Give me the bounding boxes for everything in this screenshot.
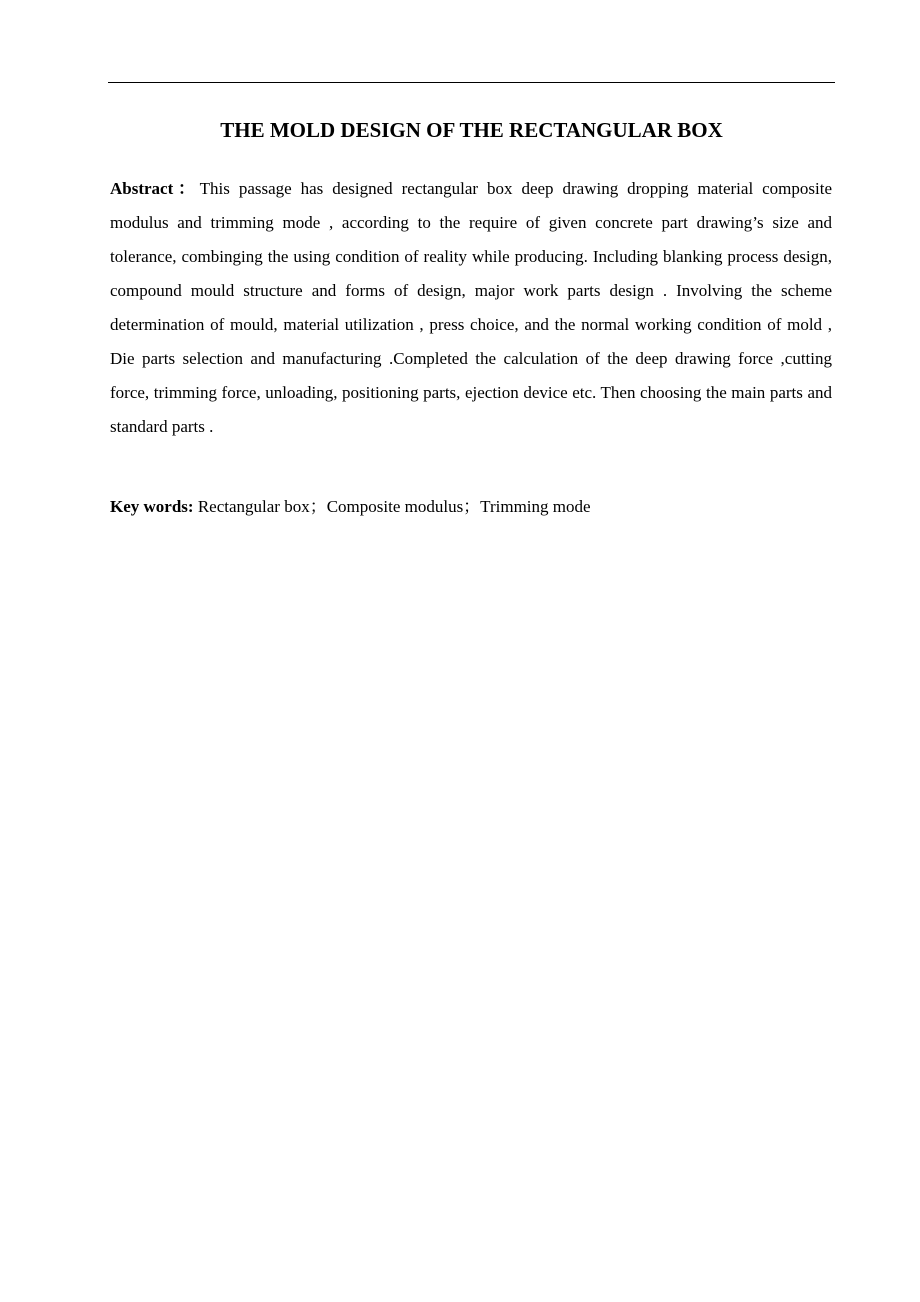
keywords-text: Rectangular box；Composite modulus；Trimming mode [193, 497, 591, 516]
keywords-label: Key words: [110, 497, 194, 516]
document-title: THE MOLD DESIGN OF THE RECTANGULAR BOX [220, 118, 723, 142]
abstract-label: Abstract： [110, 179, 200, 198]
abstract-paragraph [110, 172, 832, 444]
header-rule [108, 82, 835, 83]
abstract-text: This passage has designed rectangular box deep drawing dropping material composite modulus and trimming mode , according to the require of given concrete part drawing’s size and tolerance, combinging the using condition of reality while producing. Including blanking process design, compound mould structure and forms of design, major work parts design . Involving the scheme determination of mould, material utilization , press choice, and the normal working condition of mold , Die parts selection and manufacturing .Completed the calculation of the deep drawing force ,cutting force, trimming force, unloading, positioning parts, ejection device etc. Then choosing the main parts and standard parts . [110, 179, 832, 436]
keywords-line [110, 490, 832, 524]
